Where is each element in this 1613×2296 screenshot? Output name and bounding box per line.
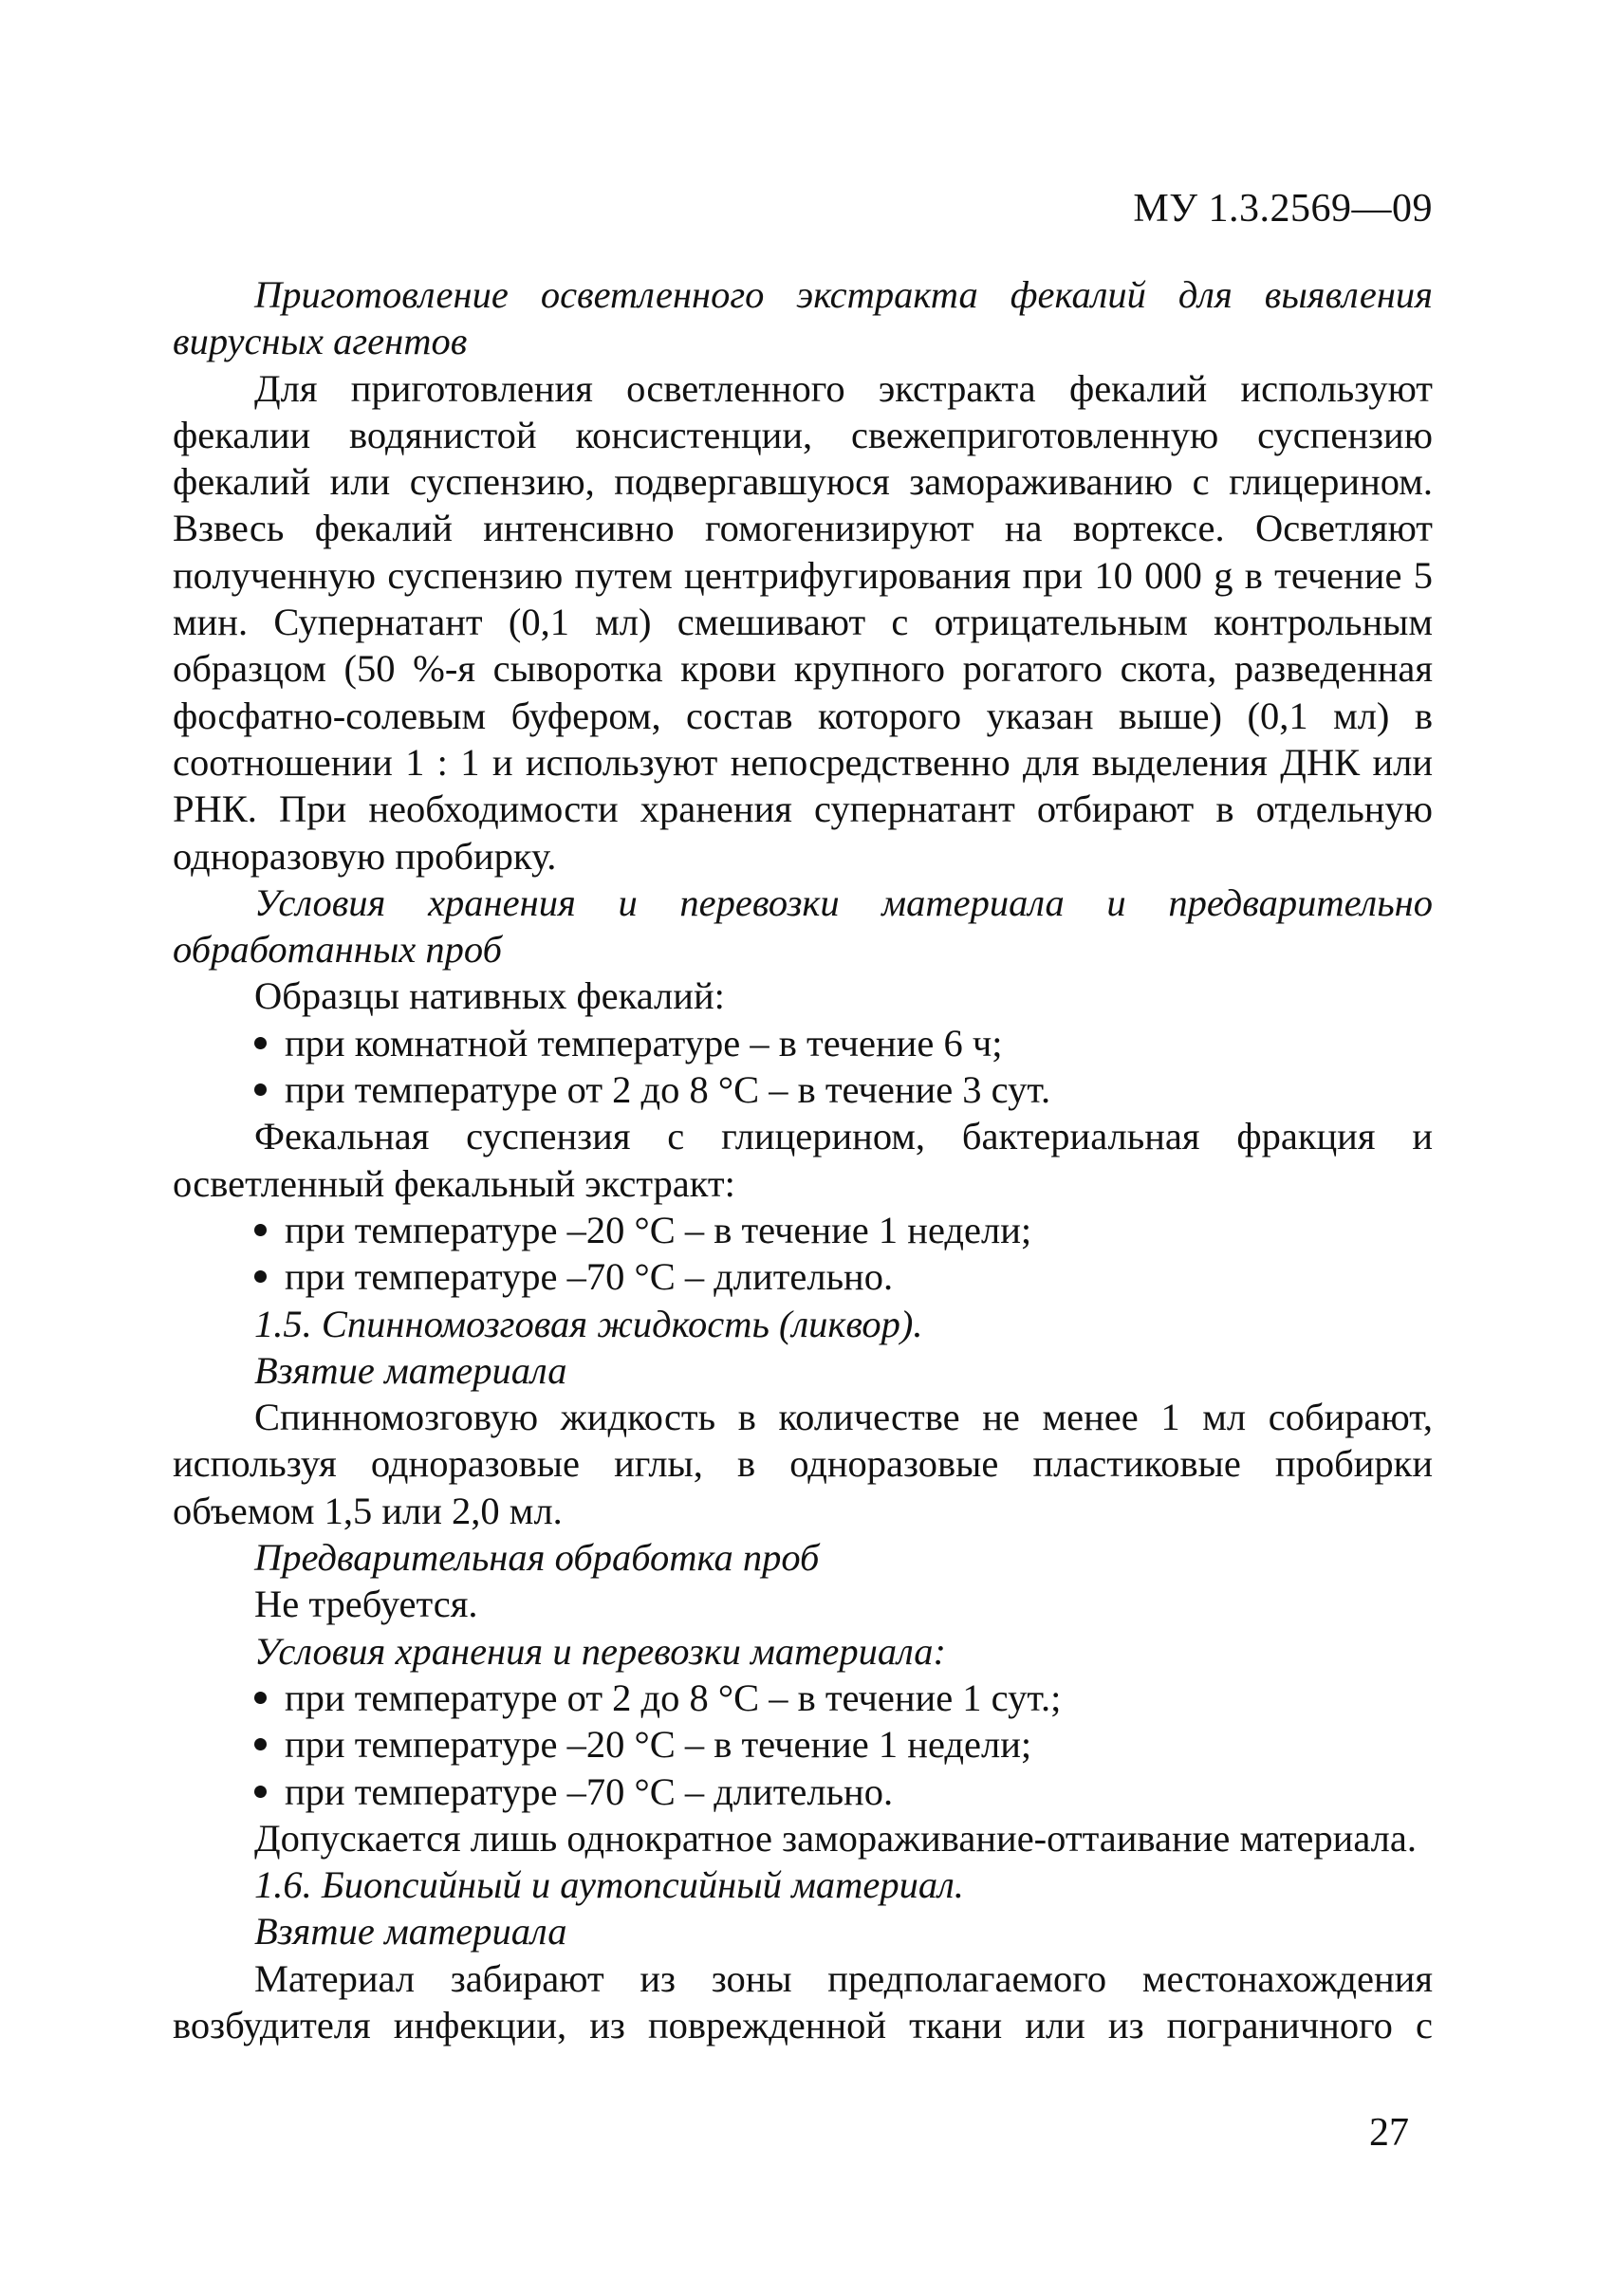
list-item [173, 1675, 1433, 1721]
subheading-taking-material: Взятие материала [254, 1348, 567, 1392]
paragraph-biopsy-collection: Материал забирают из зоны предполагаемого местонахождения возбудителя инфекции, из поврежденной ткани или из пограничного с [173, 1956, 1433, 2046]
bullet-list-csf-storage [173, 1675, 1433, 1815]
list-item-text: при комнатной температуре – в течение 6 ч; [285, 1021, 1003, 1065]
bullet-icon [254, 1738, 267, 1750]
bullet-icon [254, 1037, 267, 1049]
bullet-list-native-samples [173, 1020, 1433, 1114]
list-item [173, 1768, 1433, 1815]
list-item-text: при температуре –20 °С – в течение 1 недели; [285, 1723, 1032, 1767]
paragraph-not-required: Не требуется. [254, 1583, 478, 1626]
section-heading-clarified-extract: Приготовление осветленного экстракта фекалий для выявления вирусных агентов [173, 273, 1433, 363]
list-item-text: при температуре –70 °С – длительно. [285, 1255, 894, 1299]
list-item-text: при температуре от 2 до 8 °С – в течение 1 сут.; [285, 1676, 1062, 1719]
list-item-text: при температуре –70 °С – длительно. [285, 1769, 894, 1813]
document-code: МУ 1.3.2569—09 [1133, 187, 1433, 231]
bullet-list-suspension [173, 1207, 1433, 1301]
list-item [173, 1253, 1433, 1300]
list-item [173, 1020, 1433, 1066]
list-item-text: при температуре –20 °С – в течение 1 недели; [285, 1208, 1032, 1251]
subheading-taking-material-biopsy: Взятие материала [254, 1910, 567, 1953]
subheading-storage-csf: Условия хранения и перевозки материала: [254, 1629, 947, 1673]
paragraph-csf-collection: Спинномозговую жидкость в количестве не менее 1 мл собирают, используя одноразовые иглы, в одноразовые пластиковые пробирки объемом 1,5 или 2,0 мл. [173, 1396, 1433, 1532]
bullet-icon [254, 1083, 267, 1096]
bullet-icon [254, 1692, 267, 1704]
section-heading-biopsy: 1.6. Биопсийный и аутопсийный материал. [254, 1863, 964, 1907]
paragraph-freeze-thaw: Допускается лишь однократное замораживание-оттаивание материала. [254, 1816, 1417, 1860]
subheading-pretreatment: Предварительная обработка проб [254, 1536, 820, 1580]
page-content [173, 271, 1433, 2048]
paragraph-native-samples-intro: Образцы нативных фекалий: [254, 974, 725, 1018]
paragraph-clarified-extract: Для приготовления осветленного экстракта фекалий используют фекалии водянистой консистенции, свежеприготовленную суспензию фекалий или суспензию, подвергавшуюся замораживанию с глицерином. Взвесь фекалий интенсивно гомогенизируют на вортексе. Осветляют полученную суспензию путем центрифугирования при 10 000 g в течение 5 мин. Супернатант (0,1 мл) смешивают с отрицательным контрольным образцом (50 %-я сыворотка крови крупного рогатого скота, разведенная фосфатно-солевым буфером, состав которого указан выше) (0,1 мл) в соотношении 1 : 1 и используют непосредственно для выделения ДНК или РНК. При необходимости хранения супернатант отбирают в отдельную одноразовую пробирку. [173, 366, 1433, 878]
section-heading-csf: 1.5. Спинномозговая жидкость (ликвор). [254, 1302, 923, 1345]
list-item [173, 1721, 1433, 1768]
bullet-icon [254, 1786, 267, 1798]
bullet-icon [254, 1270, 267, 1283]
paragraph-suspension-intro: Фекальная суспензия с глицерином, бактериальная фракция и осветленный фекальный экстракт: [173, 1115, 1433, 1205]
list-item [173, 1207, 1433, 1253]
list-item [173, 1066, 1433, 1113]
section-heading-storage-transport: Условия хранения и перевозки материала и предварительно обработанных проб [173, 880, 1433, 972]
list-item-text: при температуре от 2 до 8 °С – в течение 3 сут. [285, 1068, 1051, 1112]
bullet-icon [254, 1224, 267, 1236]
page-number: 27 [1369, 2111, 1409, 2155]
